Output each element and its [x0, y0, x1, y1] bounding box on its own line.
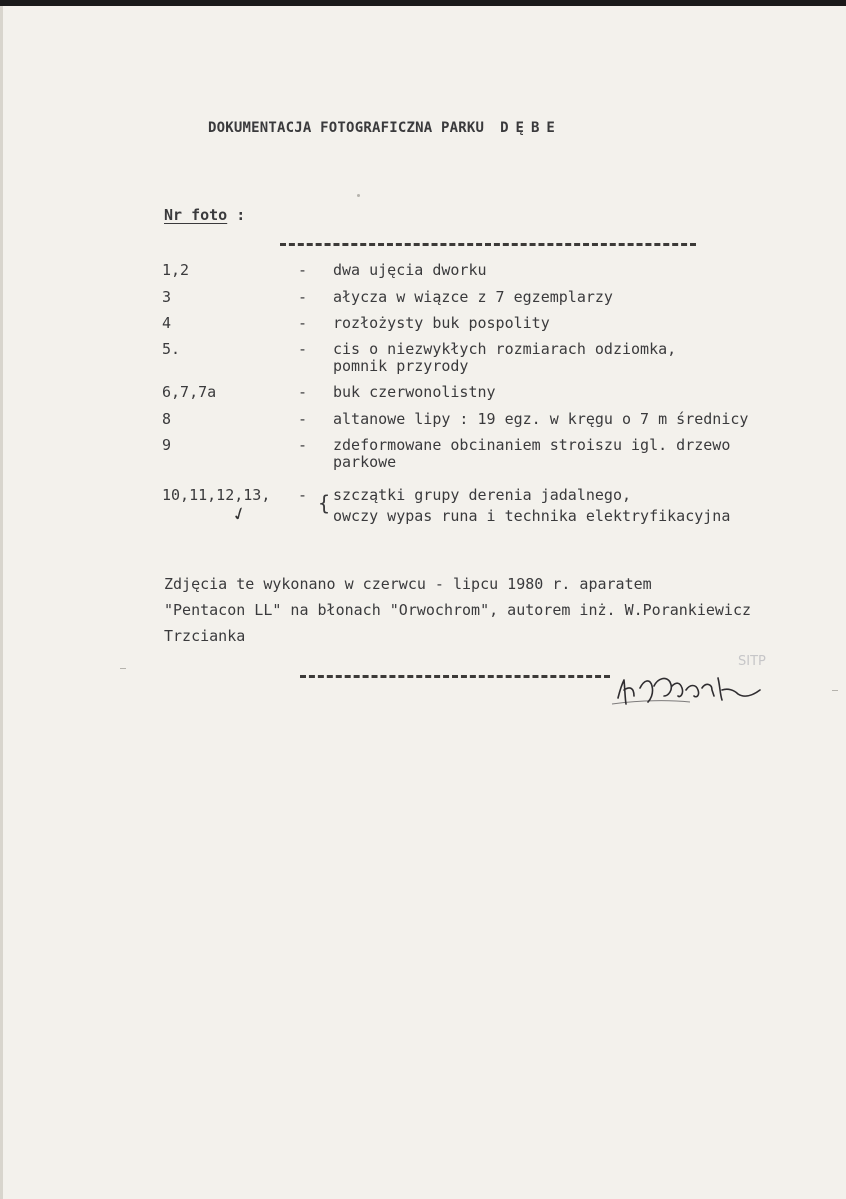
item-dash: - [298, 340, 308, 358]
park-name: DĘBE [500, 120, 562, 136]
document-title [208, 120, 562, 136]
separator-rule [280, 243, 696, 246]
handwritten-check-mark: ✓ [228, 502, 251, 527]
header-label: Nr foto [164, 206, 228, 224]
title-text: DOKUMENTACJA FOTOGRAFICZNA PARKU [208, 120, 485, 136]
closing-line: Trzcianka [164, 627, 246, 645]
photo-description: rozłożysty buk pospolity [333, 314, 550, 332]
photo-number: 10,11,12,13, [162, 486, 271, 504]
separator-rule [300, 675, 610, 678]
closing-line: Zdjęcia te wykonano w czerwcu - lipcu 1980 r. aparatem [164, 575, 652, 593]
scan-top-edge [0, 0, 846, 6]
item-dash: - [298, 383, 308, 401]
photo-description: parkowe [333, 453, 397, 471]
column-header [164, 206, 245, 224]
item-bracket: { [318, 491, 331, 515]
item-dash: - [298, 314, 308, 332]
photo-number: 8 [162, 410, 172, 428]
photo-description: buk czerwonolistny [333, 383, 496, 401]
photo-description: dwa ujęcia dworku [333, 261, 487, 279]
photo-description: altanowe lipy : 19 egz. w kręgu o 7 m średnicy [333, 410, 749, 428]
header-colon: : [236, 206, 246, 224]
stamp-text: SITP [738, 654, 766, 669]
photo-description: zdeformowane obcinaniem stroiszu igl. drzewo [333, 436, 731, 454]
item-dash: - [298, 486, 308, 504]
item-dash: - [298, 261, 308, 279]
photo-number: 4 [162, 314, 172, 332]
item-dash: - [298, 410, 308, 428]
photo-description: ałycza w wiązce z 7 egzemplarzy [333, 288, 613, 306]
photo-number: 6,7,7a [162, 383, 217, 401]
page-speck [832, 690, 838, 691]
item-dash: - [298, 436, 308, 454]
photo-number: 9 [162, 436, 172, 454]
page-speck [357, 194, 360, 197]
photo-description: owczy wypas runa i technika elektryfikacyjna [333, 507, 731, 525]
closing-note [164, 571, 751, 649]
scan-left-edge [0, 6, 3, 1199]
handwritten-signature [610, 660, 790, 720]
photo-number: 5. [162, 340, 181, 358]
photo-number: 3 [162, 288, 172, 306]
photo-number: 1,2 [162, 261, 190, 279]
photo-description: pomnik przyrody [333, 357, 469, 375]
photo-description: szczątki grupy derenia jadalnego, [333, 486, 632, 504]
page-speck [120, 668, 126, 669]
photo-description: cis o niezwykłych rozmiarach odziomka, [333, 340, 677, 358]
closing-line: "Pentacon LL" na błonach "Orwochrom", autorem inż. W.Porankiewicz [164, 601, 751, 619]
item-dash: - [298, 288, 308, 306]
